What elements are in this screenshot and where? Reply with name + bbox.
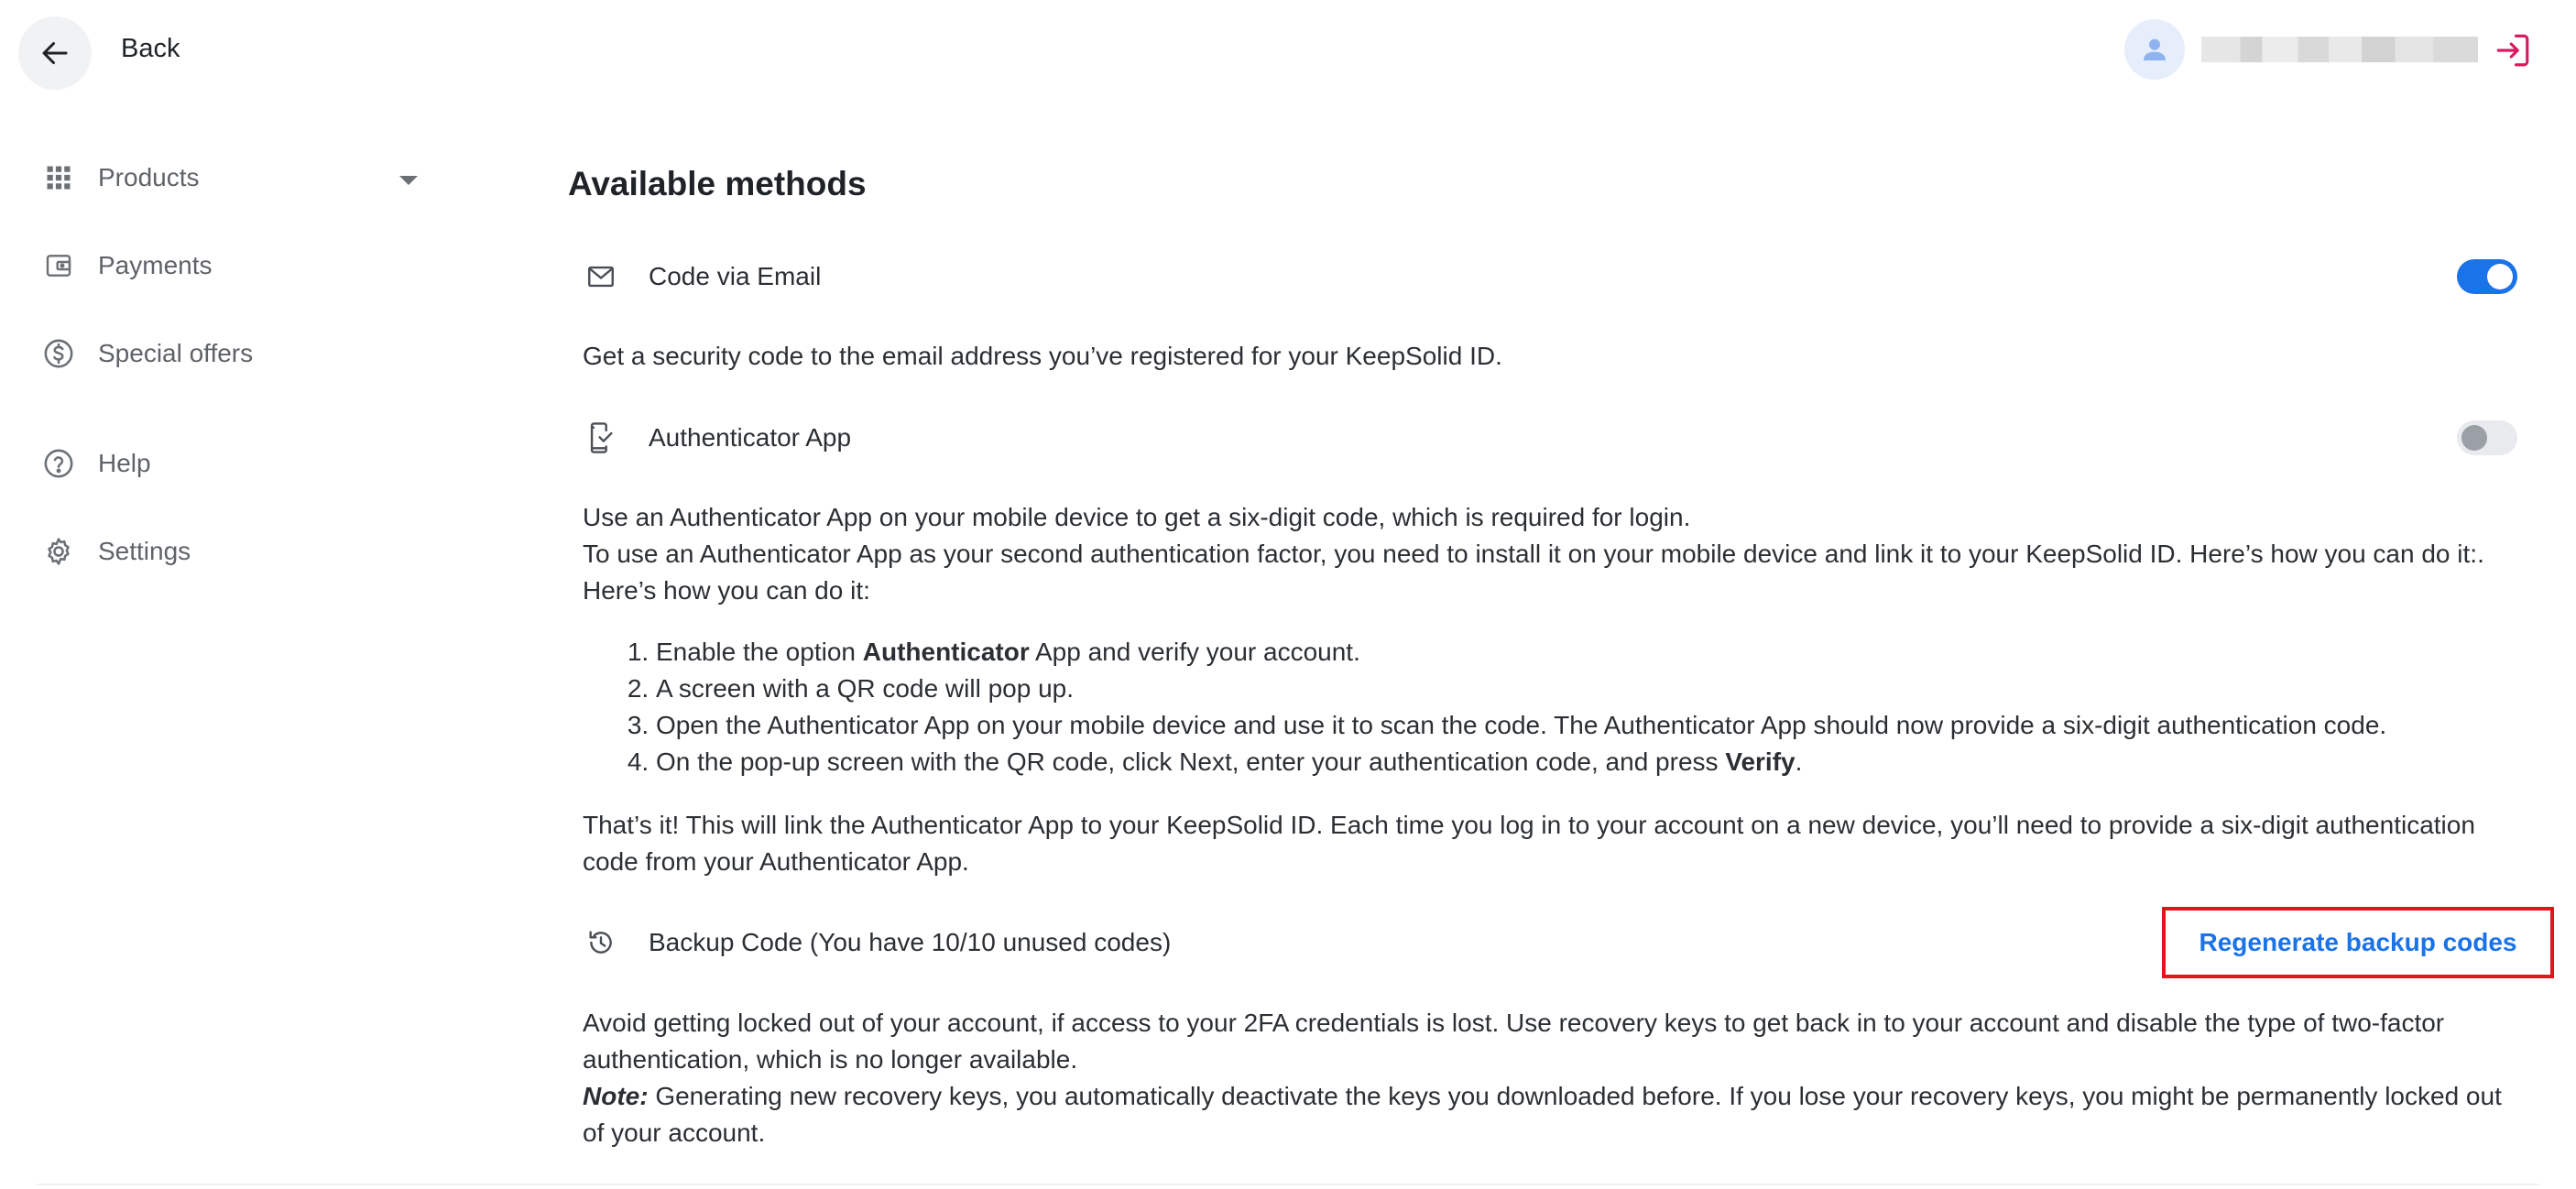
mail-icon <box>583 258 619 295</box>
method-title: Backup Code (You have 10/10 unused codes) <box>649 928 1172 956</box>
grid-icon <box>42 161 75 194</box>
backup-note: Note: Generating new recovery keys, you automatically deactivate the keys you downloaded before. If you lose your recovery keys, you might be permanently locked out of your account. <box>583 1082 2502 1147</box>
chevron-down-icon[interactable] <box>396 170 421 189</box>
sidebar-item-label: Products <box>98 163 200 191</box>
list-item: 1. Enable the option Authenticator App and verify your account. <box>656 634 2386 671</box>
method-authenticator <box>583 420 851 456</box>
dollar-circle-icon <box>42 337 75 370</box>
authenticator-steps <box>583 634 2386 780</box>
intro-line: Use an Authenticator App on your mobile device to get a six-digit code, which is required for login. <box>583 503 1691 531</box>
phone-check-icon <box>583 420 619 456</box>
toggle-knob <box>2461 425 2487 451</box>
email-method-toggle[interactable] <box>2457 259 2517 294</box>
avatar[interactable] <box>2124 19 2185 80</box>
authenticator-intro <box>583 499 2525 609</box>
email-description: Get a security code to the email address you’ve registered for your KeepSolid ID. <box>583 342 1502 370</box>
authenticator-method-toggle[interactable] <box>2457 420 2517 455</box>
sidebar-item-label: Payments <box>98 251 213 279</box>
sidebar-item-special-offers[interactable] <box>42 335 253 372</box>
sidebar-item-help[interactable] <box>42 445 151 482</box>
toggle-knob <box>2487 264 2513 289</box>
user-icon <box>2140 35 2169 64</box>
method-email <box>583 258 821 295</box>
backup-description <box>583 1005 2525 1151</box>
method-backup-code <box>583 924 1171 961</box>
wallet-icon <box>42 249 75 282</box>
backup-text: Avoid getting locked out of your account, if access to your 2FA credentials is lost. Use recovery keys to get back in to your account and disable the type of two-factor authentication, which is no longer available. <box>583 1009 2445 1074</box>
sidebar-item-label: Help <box>98 449 151 477</box>
list-item: 2. A screen with a QR code will pop up. <box>656 671 2386 707</box>
back-button[interactable] <box>18 16 92 90</box>
gear-icon <box>42 535 75 568</box>
back-label[interactable]: Back <box>121 34 180 63</box>
arrow-left-icon <box>38 37 71 70</box>
regenerate-backup-codes-button[interactable]: Regenerate backup codes <box>2162 907 2554 978</box>
sidebar-item-payments[interactable] <box>42 247 213 284</box>
logout-button[interactable] <box>2494 31 2532 70</box>
authenticator-outro: That’s it! This will link the Authenticator App to your KeepSolid ID. Each time you log in to your account on a new device, you’ll need to provide a six-digit authentication code from your Authenticator App. <box>583 811 2475 876</box>
sidebar-item-products[interactable] <box>42 159 200 196</box>
help-circle-icon <box>42 447 75 480</box>
intro-line: Here’s how you can do it: <box>583 576 870 605</box>
list-item: 3. Open the Authenticator App on your mobile device and use it to scan the code. The Authenticator App should now provide a six-digit authentication code. <box>656 707 2386 744</box>
divider <box>37 1184 2539 1185</box>
intro-line: To use an Authenticator App as your second authentication factor, you need to install it on your mobile device and link it to your KeepSolid ID. Here’s how you can do it:. <box>583 540 2484 568</box>
logout-icon <box>2494 31 2532 70</box>
history-icon <box>583 924 619 961</box>
page-title: Available methods <box>568 165 867 202</box>
sidebar-item-label: Special offers <box>98 339 254 367</box>
list-item: 4. On the pop-up screen with the QR code, click Next, enter your authentication code, and press Verify. <box>656 744 2386 780</box>
sidebar-item-label: Settings <box>98 537 191 565</box>
sidebar-item-settings[interactable] <box>42 533 191 570</box>
method-title: Code via Email <box>649 262 822 290</box>
user-name-blurred <box>2201 37 2478 62</box>
method-title: Authenticator App <box>649 423 852 452</box>
